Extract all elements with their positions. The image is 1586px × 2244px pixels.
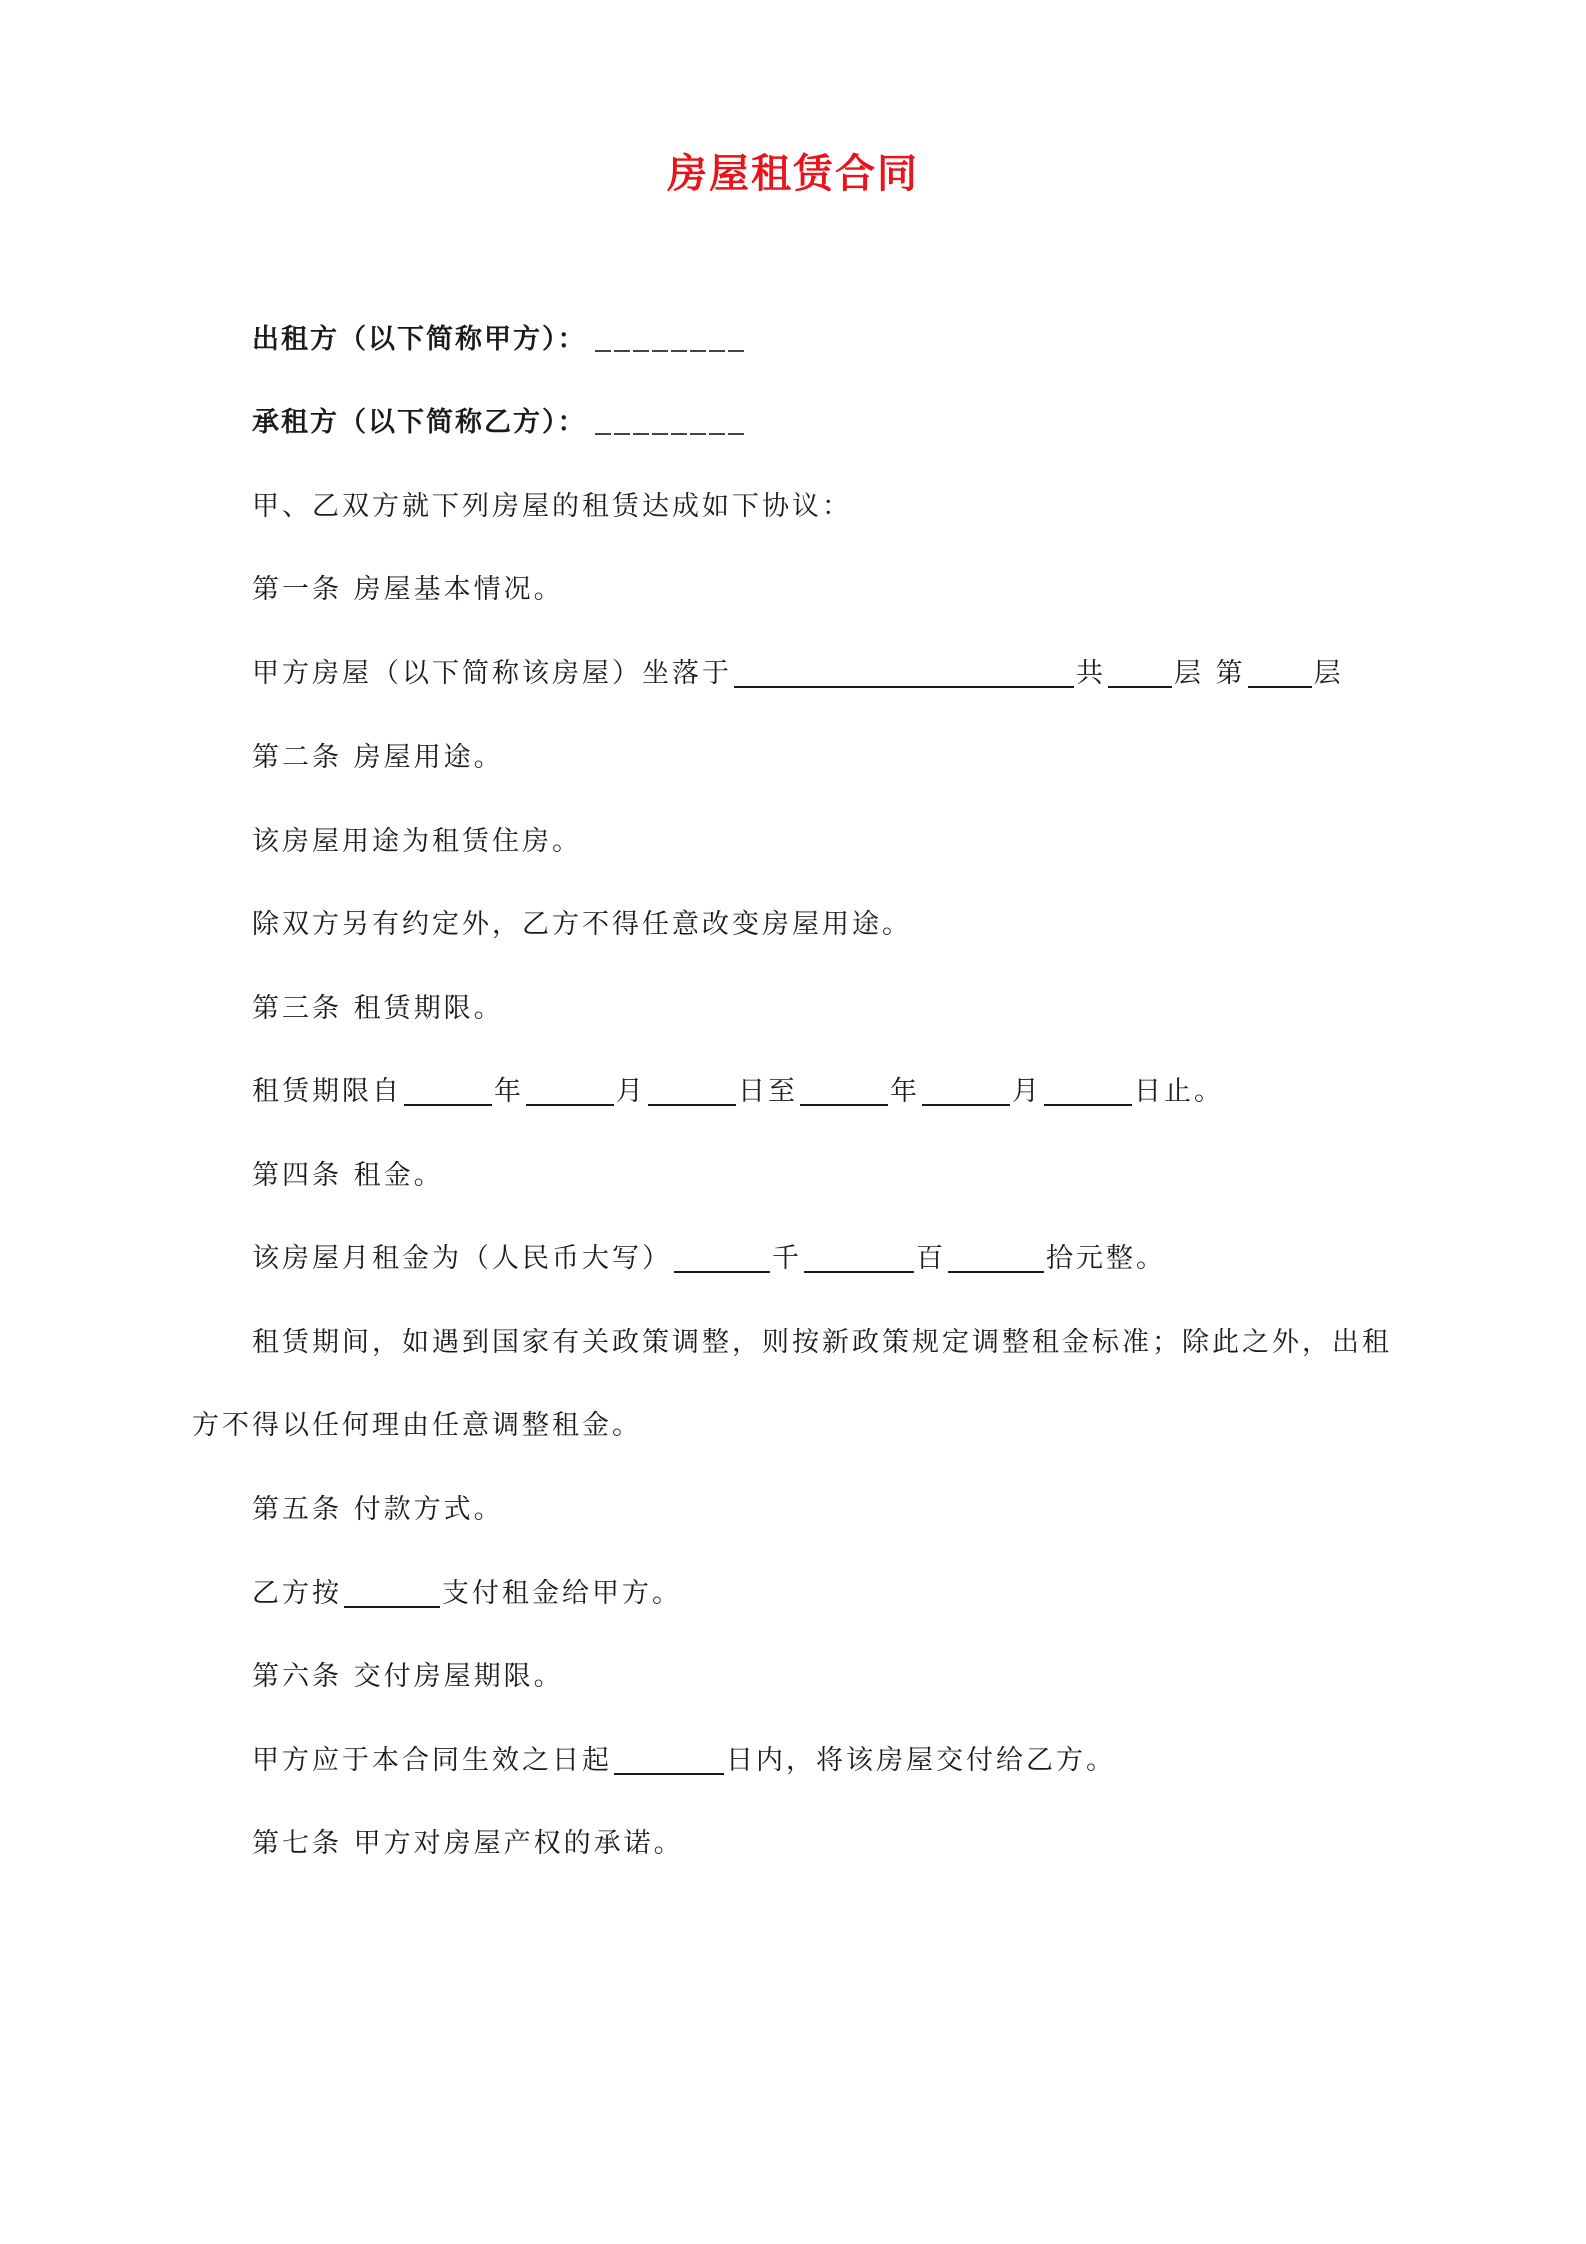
rent-label: 该房屋月租金为（人民币大写） (252, 1243, 672, 1274)
total-floors-label: 共 (1076, 658, 1106, 689)
article5-payment-line (252, 1576, 682, 1612)
article1-heading: 第一条 房屋基本情况。 (252, 574, 564, 605)
article2-line2: 除双方另有约定外，乙方不得任意改变房屋用途。 (252, 909, 912, 940)
end-year-blank[interactable] (800, 1074, 888, 1106)
article6-heading: 第六条 交付房屋期限。 (252, 1661, 564, 1692)
lessee-line (252, 405, 747, 441)
delivery-suffix: 日内，将该房屋交付给乙方。 (726, 1745, 1116, 1776)
total-floors-blank[interactable] (1108, 656, 1172, 688)
delivery-prefix: 甲方应于本合同生效之日起 (252, 1745, 612, 1776)
rent-hundred-blank[interactable] (804, 1241, 914, 1273)
end-month-blank[interactable] (922, 1074, 1010, 1106)
lessor-label: 出租方（以下简称甲方）： (252, 324, 587, 355)
hundred-label: 百 (916, 1243, 946, 1274)
lessee-blank[interactable] (595, 405, 747, 441)
year2-label: 年 (890, 1076, 920, 1107)
location-blank[interactable] (734, 656, 1074, 688)
rent-tail: 拾元整。 (1046, 1243, 1166, 1274)
article3-heading: 第三条 租赁期限。 (252, 993, 504, 1024)
rent-ten-blank[interactable] (948, 1241, 1044, 1273)
article4-rent-line (252, 1241, 1166, 1277)
floor-number-blank[interactable] (1248, 656, 1312, 688)
intro-text: 甲、乙双方就下列房屋的租赁达成如下协议： (252, 491, 852, 522)
lessee-label: 承租方（以下简称乙方）： (252, 407, 587, 438)
floor-suffix: 层 (1313, 658, 1344, 689)
start-day-blank[interactable] (648, 1074, 736, 1106)
lessor-line (252, 322, 747, 358)
article1-location-line (252, 656, 1344, 692)
year-label: 年 (494, 1076, 524, 1107)
day-to-label: 日至 (738, 1076, 798, 1107)
month-label: 月 (616, 1076, 646, 1107)
article5-heading: 第五条 付款方式。 (252, 1494, 504, 1525)
article7-heading: 第七条 甲方对房屋产权的承诺。 (252, 1828, 684, 1859)
start-month-blank[interactable] (526, 1074, 614, 1106)
article6-delivery-line (252, 1743, 1116, 1779)
payment-suffix: 支付租金给甲方。 (442, 1578, 682, 1609)
location-label: 甲方房屋（以下简称该房屋）坐落于 (252, 658, 732, 689)
month2-label: 月 (1012, 1076, 1042, 1107)
rent-thousand-blank[interactable] (674, 1241, 770, 1273)
end-day-blank[interactable] (1044, 1074, 1132, 1106)
floor-label: 层 第 (1174, 658, 1246, 689)
start-year-blank[interactable] (404, 1074, 492, 1106)
day-end-label: 日止。 (1134, 1076, 1224, 1107)
delivery-days-blank[interactable] (614, 1743, 724, 1775)
article4-heading: 第四条 租金。 (252, 1160, 444, 1191)
payment-method-blank[interactable] (344, 1576, 440, 1608)
document-title: 房屋租赁合同 (667, 151, 919, 197)
article3-term-line (252, 1074, 1224, 1110)
thousand-label: 千 (772, 1243, 802, 1274)
lessor-blank[interactable] (595, 322, 747, 358)
article2-heading: 第二条 房屋用途。 (252, 742, 504, 773)
term-prefix: 租赁期限自 (252, 1076, 402, 1107)
article4-para-line2: 方不得以任何理由任意调整租金。 (192, 1410, 642, 1441)
article2-line1: 该房屋用途为租赁住房。 (252, 826, 582, 857)
article4-para-line1: 租赁期间，如遇到国家有关政策调整，则按新政策规定调整租金标准；除此之外，出租 (252, 1327, 1392, 1358)
payment-prefix: 乙方按 (252, 1578, 342, 1609)
